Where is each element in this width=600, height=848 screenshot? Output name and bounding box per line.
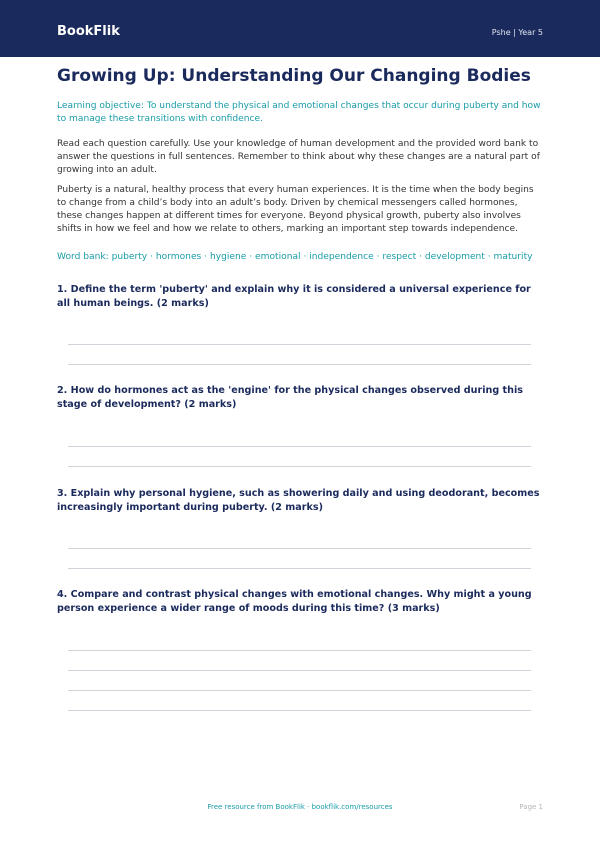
answer-line[interactable] [68, 568, 531, 569]
answer-line[interactable] [68, 466, 531, 467]
intro-paragraph: Puberty is a natural, healthy process that every human experiences. It is the time when the body begins to change from a child’s body into an adult’s body. Driven by chemical messengers called hormones, these changes happen at different times for everyone. Beyond physical growth, puberty also involves shifts in how we feel and how we relate to others, marking an important step towards independence. [57, 185, 534, 234]
learning-objective: Learning objective: To understand the physical and emotional changes that occur during puberty and how to manage these transitions with confidence. [57, 101, 541, 124]
answer-line[interactable] [68, 548, 531, 549]
answer-line[interactable] [68, 650, 531, 651]
answer-line[interactable] [68, 710, 531, 711]
answer-line[interactable] [68, 670, 531, 671]
brand-logo-text: BookFlik [57, 24, 120, 39]
answer-line[interactable] [68, 364, 531, 365]
page-title: Growing Up: Understanding Our Changing Bodies [57, 66, 531, 86]
answer-line[interactable] [68, 344, 531, 345]
question-1: 1. Define the term 'puberty' and explain why it is considered a universal experience for all human beings. (2 marks) [57, 284, 531, 309]
answer-line[interactable] [68, 690, 531, 691]
instructions-paragraph: Read each question carefully. Use your knowledge of human development and the provided word bank to answer the questions in full sentences. Remember to think about why these changes are a natural part of growing into an adult. [57, 139, 540, 175]
footer-resource-link[interactable]: Free resource from BookFlik · bookflik.com/resources [207, 803, 393, 811]
question-4: 4. Compare and contrast physical changes with emotional changes. Why might a young person experience a wider range of moods during this time? (3 marks) [57, 589, 532, 614]
answer-line[interactable] [68, 446, 531, 447]
page-number: Page 1 [519, 803, 543, 811]
question-2: 2. How do hormones act as the 'engine' for the physical changes observed during this stage of development? (2 marks) [57, 385, 523, 410]
word-bank: Word bank: puberty · hormones · hygiene · emotional · independence · respect · development · maturity [57, 252, 533, 262]
header-bar [0, 0, 600, 57]
question-3: 3. Explain why personal hygiene, such as showering daily and using deodorant, becomes increasingly important during puberty. (2 marks) [57, 488, 540, 513]
subject-year-label: Pshe | Year 5 [491, 28, 543, 37]
